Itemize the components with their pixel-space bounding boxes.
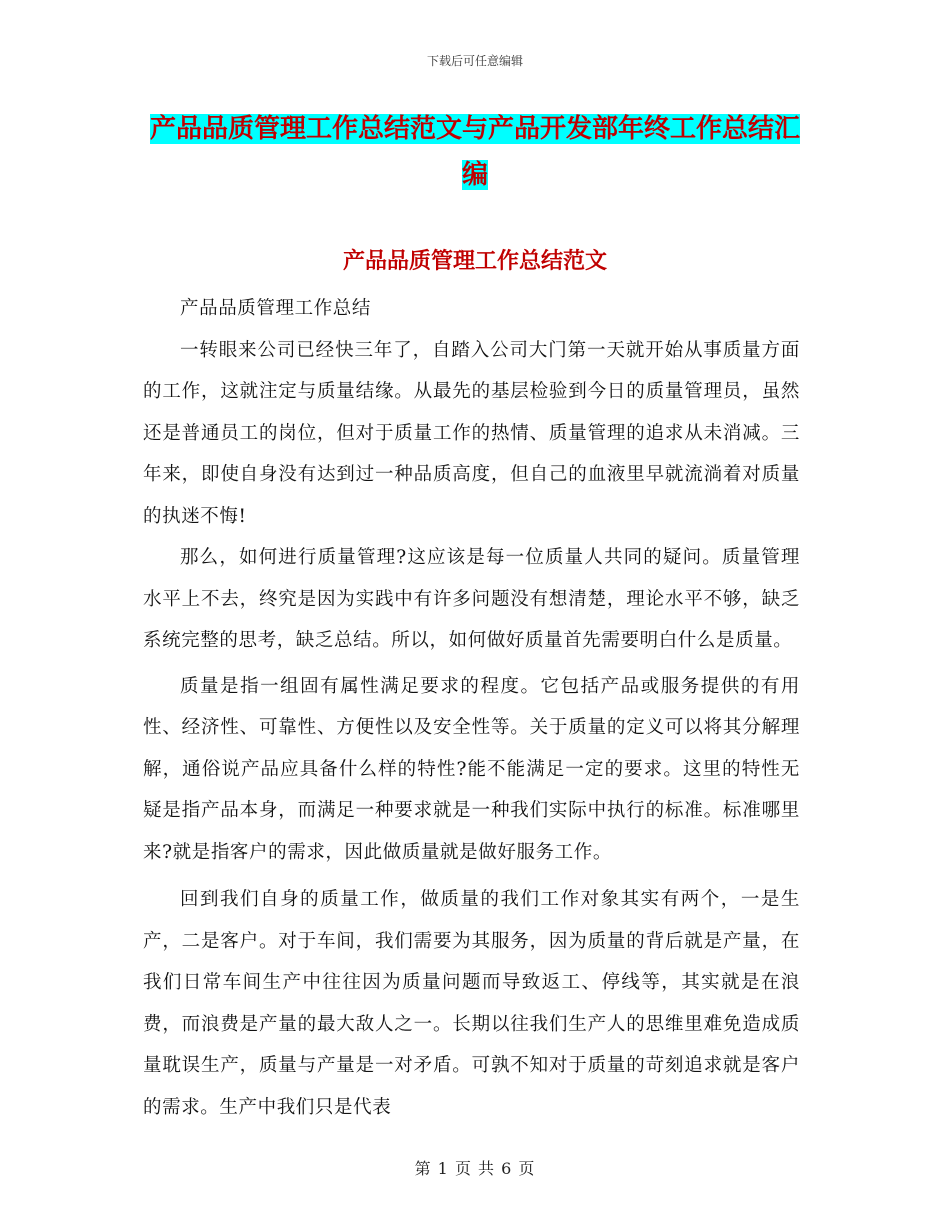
paragraph: 质量是指一组固有属性满足要求的程度。它包括产品或服务提供的有用性、经济性、可靠性、方便性以及安全性等。关于质量的定义可以将其分解理解，通俗说产品应具备什么样的特性?能不能满足一定的要求。这里的特性无疑是指产品本身，而满足一种要求就是一种我们实际中执行的标准。标准哪里来?就是指客户的需求，因此做质量就是做好服务工作。 xyxy=(143,675,800,863)
document-body xyxy=(143,288,800,1128)
paragraph: 一转眼来公司已经快三年了，自踏入公司大门第一天就开始从事质量方面的工作，这就注定与质量结缘。从最先的基层检验到今日的质量管理员，虽然还是普通员工的岗位，但对于质量工作的热情、质量管理的追求从未消减。三年来，即使自身没有达到过一种品质高度，但自己的血液里早就流淌着对质量的执迷不悔! xyxy=(143,339,800,527)
header-note: 下载后可任意编辑 xyxy=(426,54,523,68)
document-title-text: 产品品质管理工作总结范文与产品开发部年终工作总结汇编 xyxy=(150,114,801,190)
paragraph-subtitle: 产品品质管理工作总结 xyxy=(180,298,372,319)
page-number: 第 1 页 共 6 页 xyxy=(414,1159,536,1178)
section-title: 产品品质管理工作总结范文 xyxy=(342,249,607,274)
document-title xyxy=(150,106,800,198)
paragraph: 回到我们自身的质量工作，做质量的我们工作对象其实有两个，一是生产，二是客户。对于车间，我们需要为其服务，因为质量的背后就是产量，在我们日常车间生产中往往因为质量问题而导致返工、停线等，其实就是在浪费，而浪费是产量的最大敌人之一。长期以往我们生产人的思维里难免造成质量耽误生产，质量与产量是一对矛盾。可孰不知对于质量的苛刻追求就是客户的需求。生产中我们只是代表 xyxy=(143,889,800,1118)
paragraph: 那么，如何进行质量管理?这应该是每一位质量人共同的疑问。质量管理水平上不去，终究是因为实践中有许多问题没有想清楚，理论水平不够，缺乏系统完整的思考，缺乏总结。所以，如何做好质量首先需要明白什么是质量。 xyxy=(143,547,800,651)
